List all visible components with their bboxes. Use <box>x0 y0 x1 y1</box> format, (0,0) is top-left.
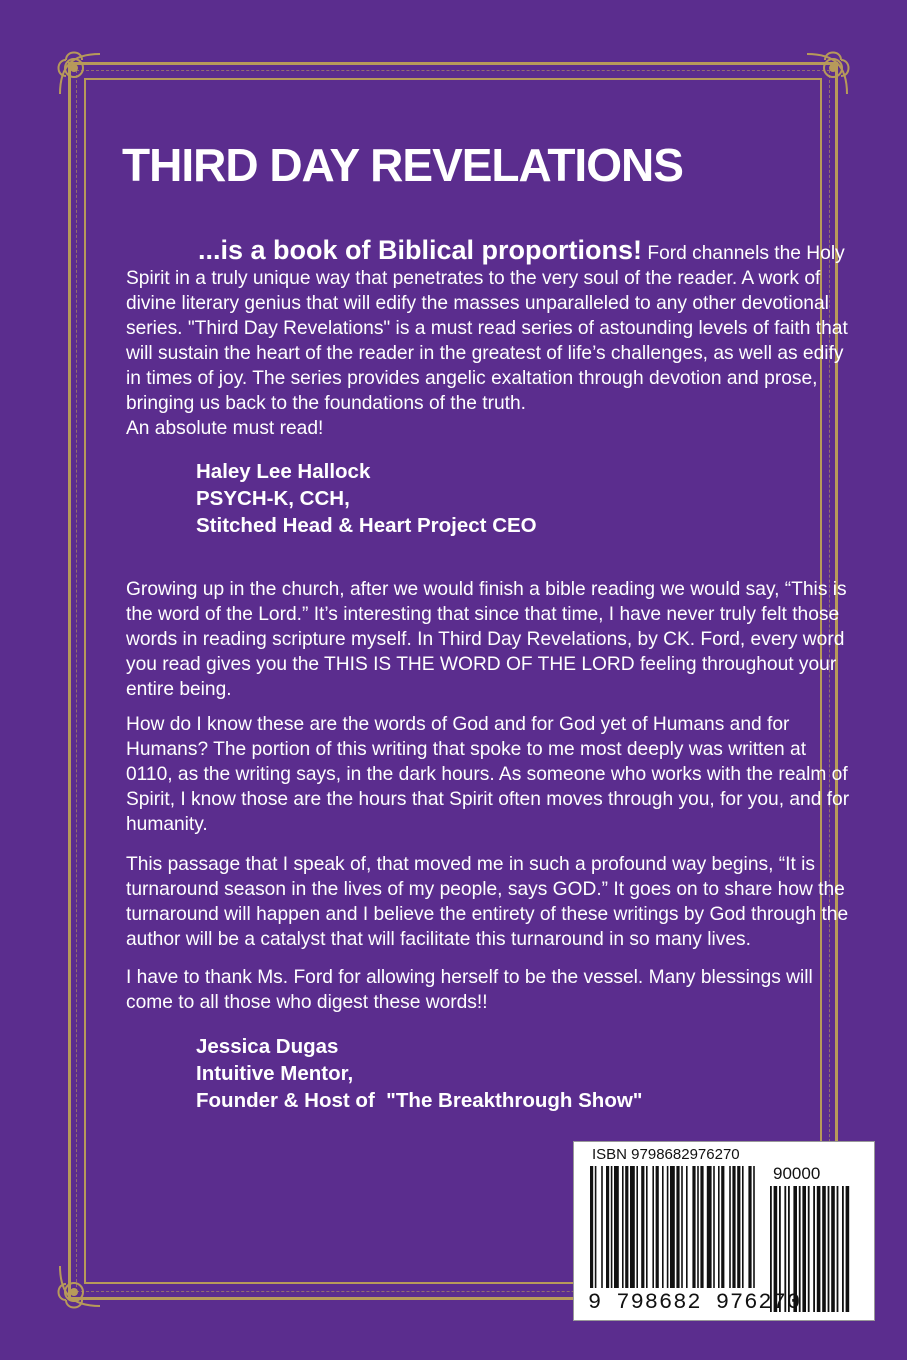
barcode-bar <box>737 1166 740 1288</box>
barcode-addon-bar <box>802 1186 806 1312</box>
barcode-bar <box>595 1166 597 1288</box>
barcode-addon-bar <box>808 1186 810 1312</box>
barcode-bar <box>753 1166 755 1288</box>
review-haley-paragraph <box>126 235 850 441</box>
barcode-bar <box>630 1166 635 1288</box>
barcode-bar <box>667 1166 669 1288</box>
barcode-bar <box>614 1166 619 1288</box>
barcode-bar <box>656 1166 659 1288</box>
price-code: 90000 <box>773 1164 821 1183</box>
barcode-bar <box>606 1166 609 1288</box>
barcode-bar <box>700 1166 703 1288</box>
review-haley-body: Ford channels the Holy Spirit in a truly unique way that penetrates to the very soul of the reader. A work of divine literary genius that will edify the masses unparalleled to any other devotional series. "Third Day Revelations" is a must read series of astounding levels of faith that will sustain the heart of the reader in the greatest of life’s challenges, as well as edify in times of joy. The series provides angelic exaltation through devotion and prose, bringing us back to the foundations of the truth. <box>126 243 848 414</box>
barcode-bar <box>625 1166 628 1288</box>
barcode-addon-bar <box>828 1186 830 1312</box>
barcode-bar <box>732 1166 735 1288</box>
barcode-bar <box>729 1166 731 1288</box>
isbn-label: ISBN 9798682976270 <box>592 1146 740 1163</box>
barcode-bar <box>590 1166 593 1288</box>
barcode-bar <box>713 1166 715 1288</box>
barcode-addon-bar <box>817 1186 821 1312</box>
book-title: THIRD DAY REVELATIONS <box>122 139 683 191</box>
barcode-addon-bar <box>831 1186 835 1312</box>
barcode-bar <box>676 1166 679 1288</box>
review-jessica-paragraph-3: This passage that I speak of, that moved me in such a profound way begins, “It is turnaround season in the lives of my people, says GOD.” It goes on to share how the turnaround will happen and I believe the entirety of these writings by God through the author will be a catalyst that will facilitate this turnaround in so many lives. <box>126 854 849 950</box>
barcode-addon-bar <box>813 1186 815 1312</box>
barcode-bar <box>707 1166 712 1288</box>
barcode-bar <box>652 1166 654 1288</box>
barcode-bar <box>681 1166 683 1288</box>
ornamental-corner-icon <box>52 46 108 102</box>
signature-jessica <box>196 1033 643 1114</box>
signature-name: Haley Lee Hallock <box>196 460 371 483</box>
signature-show: Founder & Host of "The Breakthrough Show" <box>196 1089 643 1112</box>
barcode-bar <box>721 1166 724 1288</box>
review-haley-closing: An absolute must read! <box>126 418 324 439</box>
barcode-bar <box>692 1166 695 1288</box>
barcode-bar <box>636 1166 638 1288</box>
barcode-addon-bar <box>846 1186 850 1312</box>
review-jessica-paragraph-1: Growing up in the church, after we would finish a bible reading we would say, “This is the word of the Lord.” It’s interesting that since that time, I have never truly felt those words in reading scripture myself. In Third Day Revelations, by CK. Ford, every word you read gives you the THIS IS THE WORD OF THE LORD feeling throughout your entire being. <box>126 579 847 700</box>
barcode-bar <box>697 1166 699 1288</box>
review-jessica-paragraph-4: I have to thank Ms. Ford for allowing herself to be the vessel. Many blessings will come to all those who digest these words!! <box>126 967 813 1013</box>
barcode-bar <box>611 1166 613 1288</box>
barcode-addon-bar <box>822 1186 826 1312</box>
signature-name: Jessica Dugas <box>196 1035 339 1058</box>
barcode-bar <box>622 1166 624 1288</box>
signature-credentials: PSYCH-K, CCH, <box>196 487 350 510</box>
signature-haley <box>196 458 537 539</box>
barcode-bar <box>686 1166 688 1288</box>
barcode-bar <box>662 1166 664 1288</box>
barcode-bar <box>742 1166 744 1288</box>
barcode-bar <box>670 1166 675 1288</box>
ean-digits: 9 798682 976270 <box>588 1290 802 1315</box>
barcode-addon-bar <box>837 1186 839 1312</box>
review-jessica-paragraph-2: How do I know these are the words of God and for God yet of Humans and for Humans? The portion of this writing that spoke to me most deeply was written at 0110, as the writing says, in the dark hours. As someone who works with the realm of Spirit, I know those are the hours that Spirit often moves through you, for you, and for humanity. <box>126 714 850 835</box>
ornamental-corner-icon <box>52 1258 108 1314</box>
barcode-bar <box>646 1166 648 1288</box>
signature-role: Stitched Head & Heart Project CEO <box>196 514 537 537</box>
barcode-bar <box>601 1166 603 1288</box>
signature-role: Intuitive Mentor, <box>196 1062 354 1085</box>
barcode-addon-bar <box>842 1186 844 1312</box>
isbn-barcode <box>573 1141 875 1321</box>
ornamental-corner-icon <box>799 46 855 102</box>
barcode-bar <box>641 1166 644 1288</box>
barcode-bar <box>748 1166 751 1288</box>
barcode-bar <box>718 1166 720 1288</box>
review-lead-phrase: ...is a book of Biblical proportions! <box>198 235 643 265</box>
